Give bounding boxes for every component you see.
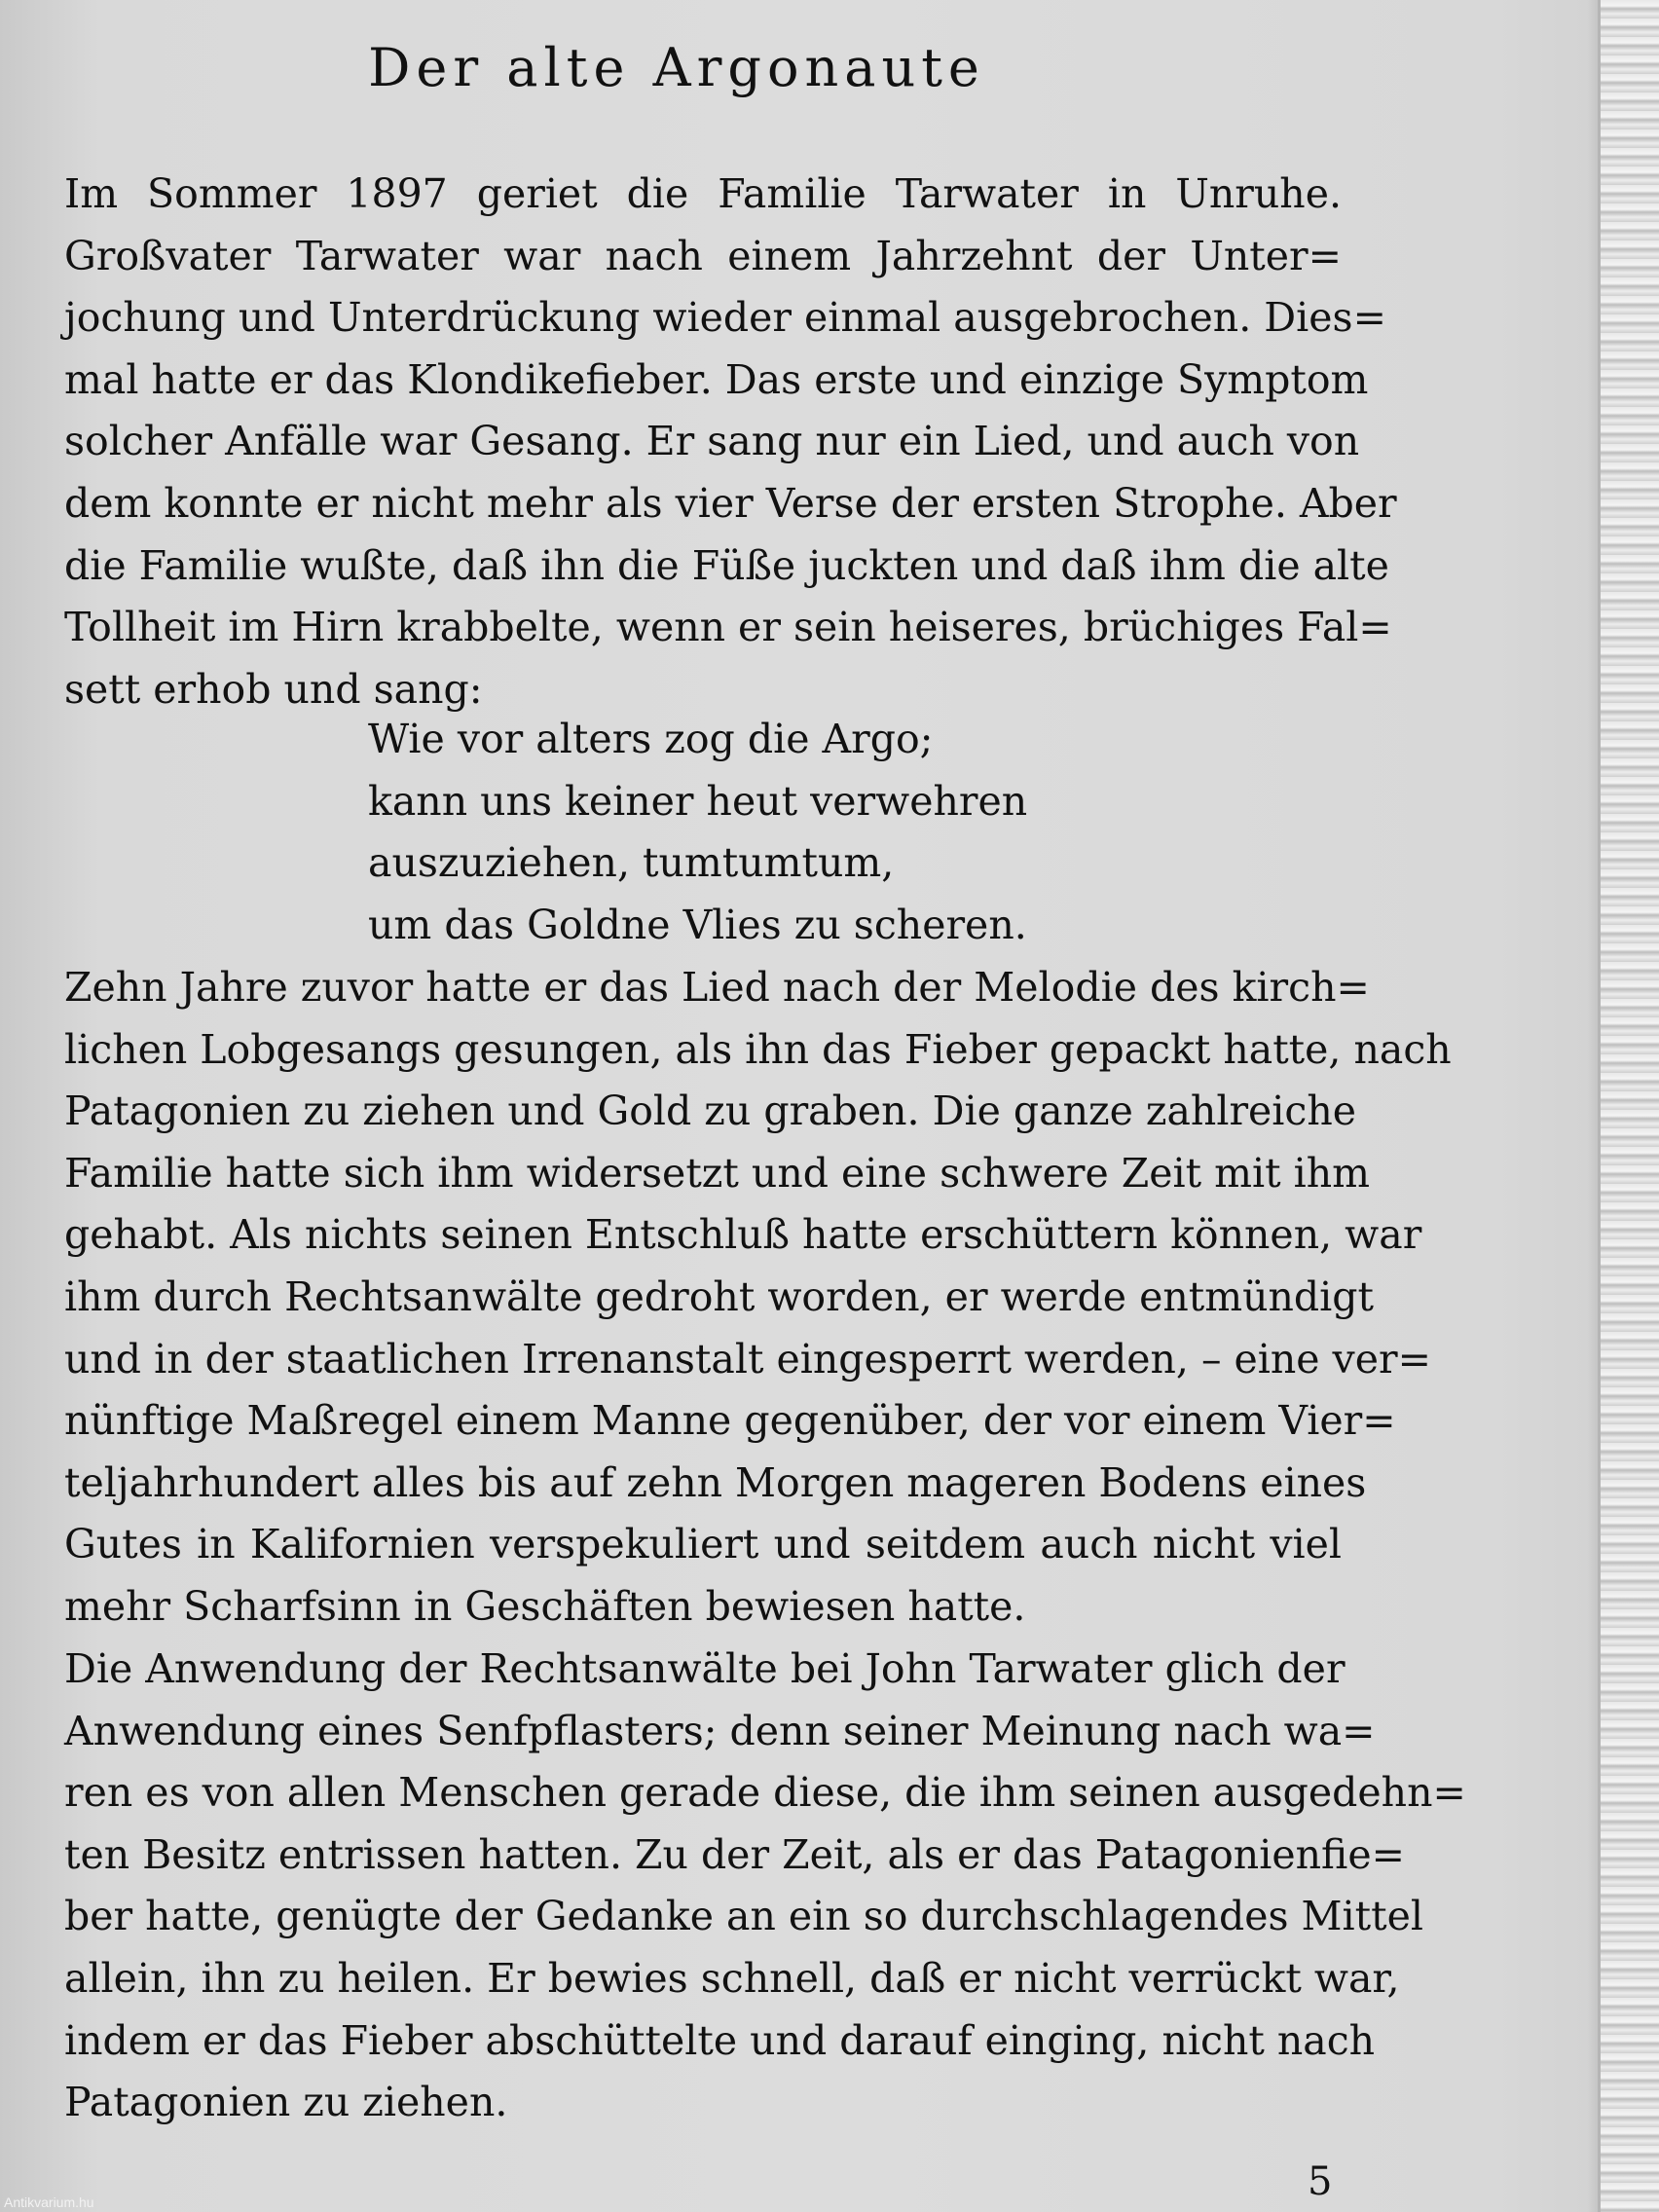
text-line: ten Besitz entrissen hatten. Zu der Zeit, als er das Patagonienfie= (64, 1830, 1405, 1878)
text-line: ber hatte, genügte der Gedanke an ein so durchschlagendes Mittel (64, 1893, 1423, 1940)
text-line: nünftige Maßregel einem Manne gegenüber, der vor einem Vier= (64, 1397, 1396, 1445)
text-line: Patagonien zu ziehen. (64, 2079, 508, 2126)
verse-line: auszuziehen, tumtumtum, (368, 839, 895, 887)
text-line: Großvater Tarwater war nach einem Jahrzehnt der Unter= (64, 232, 1342, 279)
paragraph-2 (64, 957, 1452, 1639)
text-line: ihm durch Rechtsanwälte gedroht worden, er werde entmündigt (64, 1272, 1374, 1320)
text-line: sett erhob und sang: (64, 665, 483, 713)
song-verse (368, 709, 1027, 956)
text-line: ren es von allen Menschen gerade diese, die ihm seinen ausgedehn= (64, 1769, 1466, 1817)
verse-line: um das Goldne Vlies zu scheren. (368, 901, 1027, 948)
text-line: Zehn Jahre zuvor hatte er das Lied nach der Melodie des kirch= (64, 964, 1370, 1011)
verse-line: Wie vor alters zog die Argo; (368, 716, 934, 762)
text-line: die Familie wußte, daß ihn die Füße juckten und daß ihm die alte (64, 541, 1389, 589)
text-line: und in der staatlichen Irrenanstalt eingesperrt werden, – eine ver= (64, 1335, 1431, 1382)
chapter-title: Der alte Argonaute (368, 37, 985, 98)
verse-line: kann uns keiner heut verwehren (368, 777, 1028, 825)
text-line: Die Anwendung der Rechtsanwälte bei John Tarwater glich der (64, 1645, 1346, 1692)
watermark: Antikvarium.hu (4, 2194, 94, 2210)
text-line: lichen Lobgesangs gesungen, als ihn das Fieber gepackt hatte, nach (64, 1025, 1452, 1073)
text-line: indem er das Fieber abschüttelte und darauf einging, nicht nach (64, 2016, 1376, 2064)
paragraph-1 (64, 164, 1397, 720)
text-line: solcher Anfälle war Gesang. Er sang nur ein Lied, und auch von (64, 418, 1360, 465)
text-line: Tollheit im Hirn krabbelte, wenn er sein heiseres, brüchiges Fal= (64, 604, 1392, 651)
text-line: jochung und Unterdrückung wieder einmal ausgebrochen. Dies= (64, 294, 1386, 342)
text-line: dem konnte er nicht mehr als vier Verse der ersten Strophe. Aber (64, 479, 1397, 527)
text-line: mehr Scharfsinn in Geschäften bewiesen hatte. (64, 1582, 1026, 1630)
page-stack-edge (1598, 0, 1659, 2212)
text-line: teljahrhundert alles bis auf zehn Morgen mageren Bodens eines (64, 1458, 1367, 1506)
text-line: Im Sommer 1897 geriet die Familie Tarwater in Unruhe. (64, 170, 1342, 217)
paragraph-3 (64, 1639, 1466, 2134)
text-line: Familie hatte sich ihm widersetzt und eine schwere Zeit mit ihm (64, 1149, 1371, 1197)
text-line: gehabt. Als nichts seinen Entschluß hatte erschüttern können, war (64, 1211, 1422, 1259)
text-line: Patagonien zu ziehen und Gold zu graben. Die ganze zahlreiche (64, 1088, 1357, 1135)
text-line: allein, ihn zu heilen. Er bewies schnell, daß er nicht verrückt war, (64, 1954, 1400, 2002)
text-line: mal hatte er das Klondikefieber. Das erste und einzige Symptom (64, 355, 1369, 403)
page-number: 5 (1308, 2159, 1333, 2204)
text-line: Anwendung eines Senfpflasters; denn seiner Meinung nach wa= (64, 1707, 1376, 1754)
text-line: Gutes in Kalifornien verspekuliert und seitdem auch nicht viel (64, 1521, 1342, 1568)
